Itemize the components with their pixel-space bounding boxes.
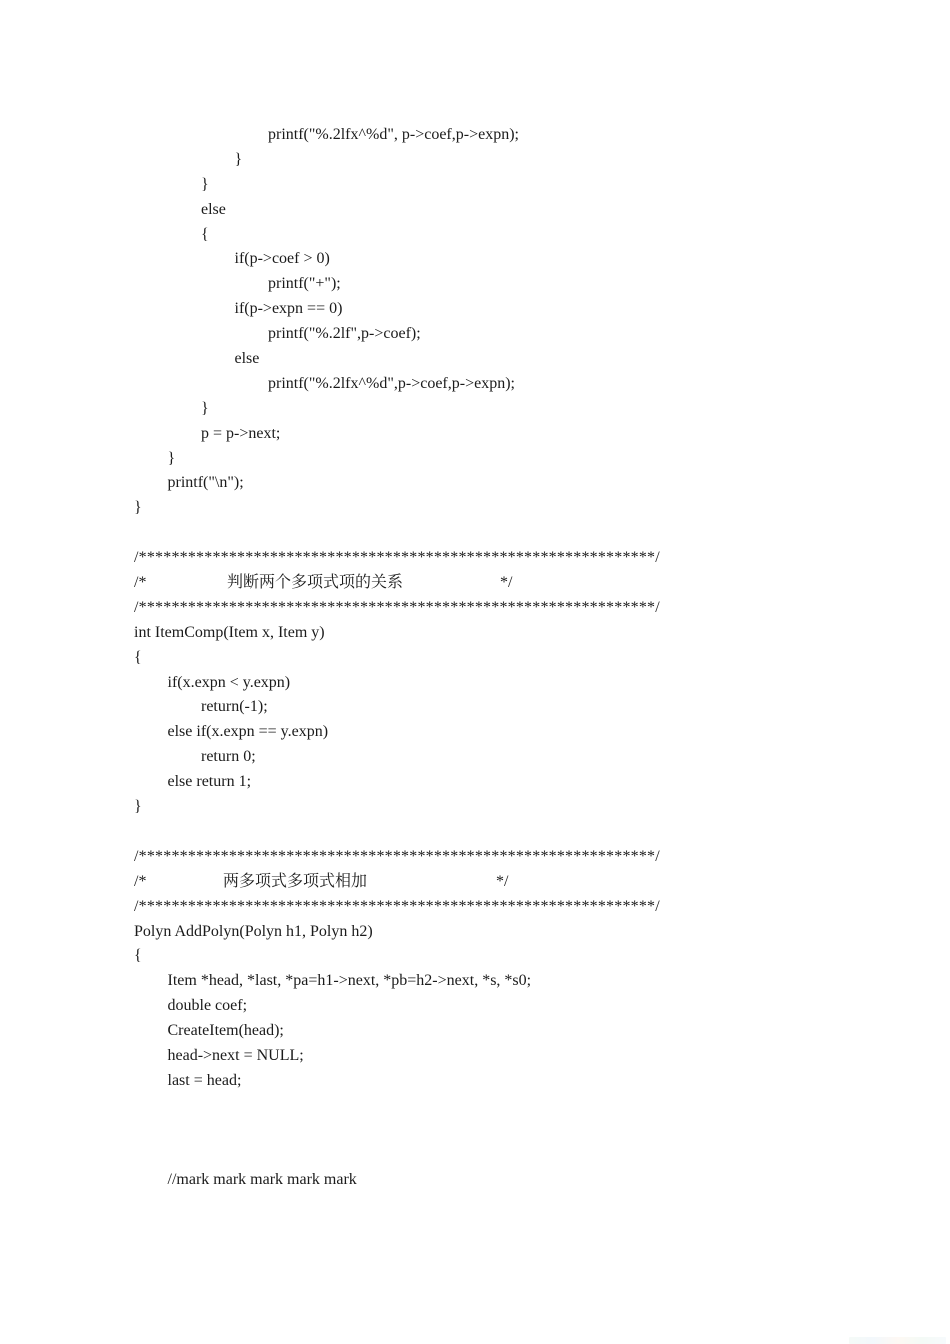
- code-line: CreateItem(head);: [167, 1022, 284, 1040]
- code-line: head->next = NULL;: [167, 1046, 304, 1064]
- comment-label: 两多项式多项式相加: [223, 872, 368, 890]
- code-line: Polyn AddPolyn(Polyn h1, Polyn h2): [134, 922, 373, 940]
- code-line: printf("%.2lfx^%d",p->coef,p->expn);: [268, 374, 515, 392]
- code-line: }: [234, 150, 243, 168]
- code-line: return 0;: [201, 748, 256, 766]
- code-line: printf("%.2lf",p->coef);: [268, 325, 421, 343]
- code-line: printf("\n");: [167, 474, 244, 492]
- code-line: return(-1);: [201, 698, 268, 716]
- code-line: if(p->coef > 0): [234, 250, 330, 268]
- blank-line: [134, 1119, 660, 1144]
- comment-separator: /***************************************************************/: [134, 847, 660, 865]
- blank-line: [134, 1094, 660, 1119]
- code-line: }: [201, 175, 209, 193]
- code-line: {: [134, 648, 142, 666]
- blank-line: [134, 521, 660, 546]
- code-line: p = p->next;: [201, 424, 281, 442]
- code-line: if(x.expn < y.expn): [167, 673, 291, 691]
- code-line: {: [134, 947, 142, 965]
- comment-separator: /***************************************************************/: [134, 897, 660, 915]
- code-line: {: [201, 225, 209, 243]
- comment-close: */: [500, 574, 513, 592]
- blank-line: [134, 820, 660, 845]
- comment-banner-itemcomp: [134, 571, 660, 596]
- code-line: else: [201, 200, 226, 218]
- code-line: last = head;: [167, 1071, 242, 1089]
- code-line: else return 1;: [167, 773, 252, 791]
- code-line: else if(x.expn == y.expn): [167, 723, 329, 741]
- code-line: printf("+");: [268, 275, 341, 293]
- comment-open: /*: [134, 872, 147, 890]
- code-line: printf("%.2lfx^%d", p->coef,p->expn);: [268, 126, 519, 143]
- code-line: int ItemComp(Item x, Item y): [134, 623, 325, 641]
- code-line: }: [167, 449, 176, 467]
- comment-close: */: [496, 872, 509, 890]
- code-line: if(p->expn == 0): [234, 300, 343, 318]
- comment-label: 判断两个多项式项的关系: [227, 574, 404, 592]
- code-line: }: [201, 399, 209, 417]
- comment-open: /*: [134, 574, 147, 592]
- comment-separator: /***************************************************************/: [134, 598, 660, 616]
- comment-separator: /***************************************************************/: [134, 549, 660, 567]
- code-line: }: [134, 499, 142, 517]
- mark-comment-line: //mark mark mark mark mark: [167, 1171, 357, 1189]
- comment-banner-addpolyn: [134, 870, 660, 895]
- code-line: else: [234, 350, 260, 368]
- blank-line: [134, 1144, 660, 1169]
- code-listing: [134, 123, 660, 1193]
- code-line: }: [134, 798, 142, 816]
- watermark-fragment: [849, 1337, 946, 1344]
- code-line: double coef;: [167, 997, 248, 1015]
- code-line: Item *head, *last, *pa=h1->next, *pb=h2->next, *s, *s0;: [167, 972, 532, 990]
